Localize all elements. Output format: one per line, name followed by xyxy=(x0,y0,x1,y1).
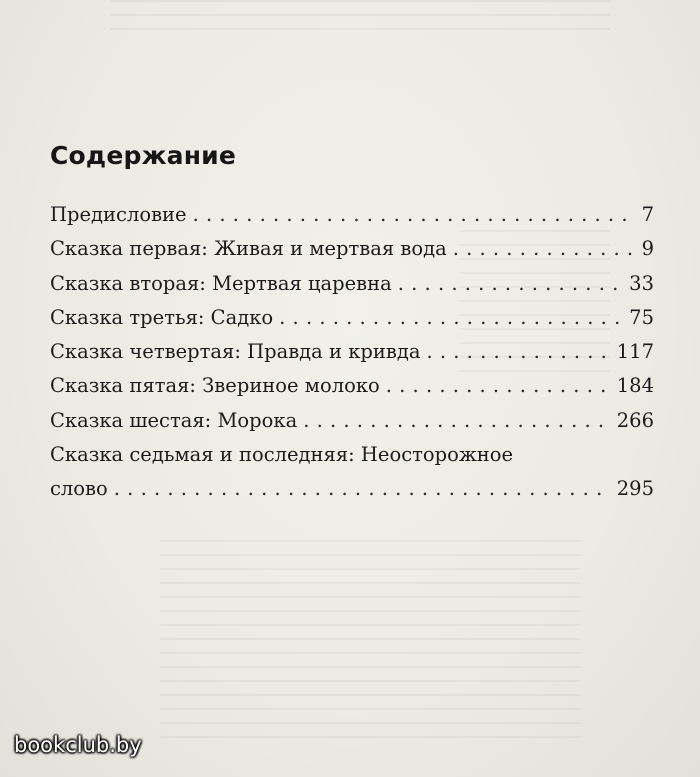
dot-leader xyxy=(279,301,623,335)
show-through-text-bottom xyxy=(160,540,580,750)
toc-entry-label-line-1: Сказка седьмая и последняя: Неосторожное xyxy=(50,443,514,467)
toc-page-number: 266 xyxy=(616,408,654,432)
toc-entry-second-line xyxy=(50,472,654,506)
toc-entry-label: Сказка первая: Живая и мертвая вода xyxy=(50,237,447,261)
toc-entry-label: Предисловие xyxy=(50,203,187,226)
toc-entry-label: Сказка четвертая: Правда и кривда xyxy=(50,340,421,364)
toc-entry-label-line-2: слово xyxy=(50,477,108,501)
toc-entry-tale-1 xyxy=(50,232,654,266)
dot-leader xyxy=(114,472,611,506)
toc-entry-tale-2 xyxy=(50,267,654,301)
page-title: Содержание xyxy=(50,141,237,170)
toc-entry-preface xyxy=(50,198,654,232)
toc-page-number: 33 xyxy=(629,271,654,295)
toc-entry-tale-6 xyxy=(50,404,654,438)
toc-entry-label: Сказка пятая: Звериное молоко xyxy=(50,374,380,398)
dot-leader xyxy=(193,198,636,232)
toc-entry-label: Сказка вторая: Мертвая царевна xyxy=(50,271,392,295)
dot-leader xyxy=(453,232,636,266)
toc-entry-label: Сказка шестая: Морока xyxy=(50,408,298,432)
dot-leader xyxy=(303,404,611,438)
toc-page-number: 7 xyxy=(641,203,654,226)
site-watermark: bookclub.by xyxy=(14,733,142,757)
dot-leader xyxy=(386,369,611,403)
show-through-text-top xyxy=(110,0,610,40)
toc-page-number: 117 xyxy=(616,340,654,364)
toc-page-number: 184 xyxy=(616,374,654,398)
dot-leader xyxy=(398,267,623,301)
toc-page-number: 75 xyxy=(629,305,654,329)
toc-page-number: 295 xyxy=(616,477,654,501)
toc-entry-tale-3 xyxy=(50,301,654,335)
toc-entry-tale-4 xyxy=(50,335,654,369)
toc-entry-tale-7 xyxy=(50,438,654,507)
table-of-contents xyxy=(50,198,654,507)
toc-page-number: 9 xyxy=(641,237,654,261)
toc-entry-tale-5 xyxy=(50,369,654,403)
dot-leader xyxy=(426,335,610,369)
toc-entry-label: Сказка третья: Садко xyxy=(50,305,274,329)
